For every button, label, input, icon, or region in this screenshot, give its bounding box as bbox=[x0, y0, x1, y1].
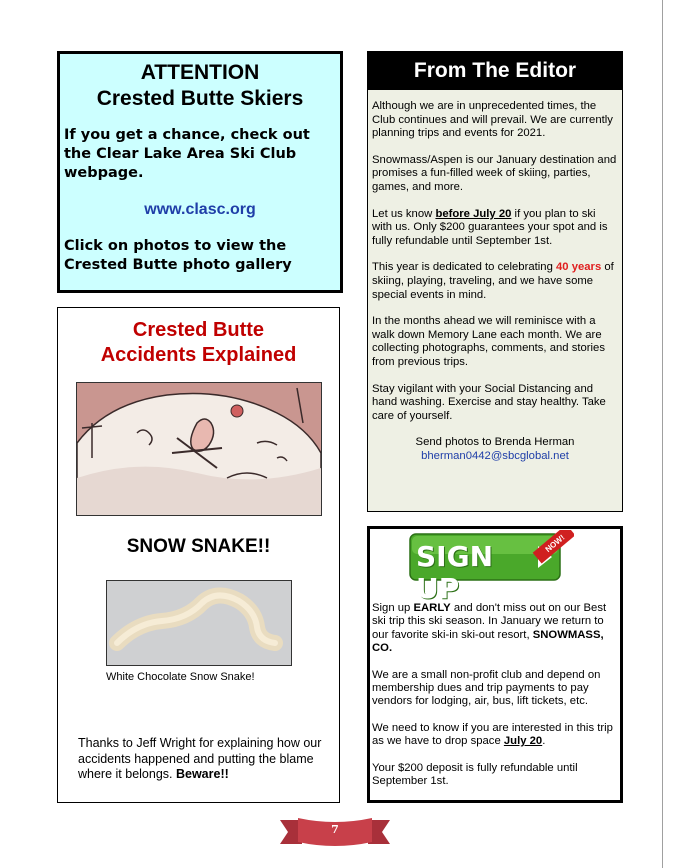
text-run: Sign up bbox=[372, 602, 414, 614]
early-text: EARLY bbox=[413, 602, 451, 614]
club-website-link[interactable]: www.clasc.org bbox=[144, 201, 256, 218]
text-run: We need to know if you are interested in this trip as we have to drop space bbox=[372, 721, 613, 748]
accidents-title-2: Accidents Explained bbox=[100, 344, 297, 366]
beware-text: Beware!! bbox=[175, 767, 229, 781]
signup-paragraph: Your $200 deposit is fully refundable until September 1st. bbox=[372, 761, 578, 788]
accidents-title-1: Crested Butte bbox=[132, 319, 265, 341]
editor-paragraph bbox=[372, 208, 618, 249]
ski-accident-cartoon-image[interactable] bbox=[76, 382, 322, 516]
editor-paragraph: Snowmass/Aspen is our January destination and promises a fun-filled week of skiing, parties, games, and more. bbox=[372, 153, 617, 193]
attention-heading-1: ATTENTION bbox=[140, 61, 260, 84]
signup-box bbox=[367, 526, 623, 803]
text-run: if you plan to ski with us. Only $200 guarantees your spot and is fully refundable until September 1st. bbox=[372, 207, 608, 247]
resort-name: SNOWMASS, CO. bbox=[372, 628, 604, 655]
signup-paragraph: We are a small non-profit club and depend on membership dues and trip payments to pay vendors for lodging, air, bus, lift tickets, etc. bbox=[372, 668, 601, 708]
page-number-ribbon bbox=[280, 814, 390, 850]
signup-paragraph bbox=[372, 602, 620, 656]
signup-paragraph bbox=[372, 722, 620, 749]
attention-footer[interactable]: Click on photos to view the Crested Butte photo gallery bbox=[64, 238, 292, 273]
sign-up-button[interactable] bbox=[408, 530, 574, 605]
send-photos-text: Send photos to Brenda Herman bbox=[415, 436, 575, 449]
text-run: of skiing, playing, traveling, and we have some special events in mind. bbox=[372, 261, 614, 301]
deadline-underline: before July 20 bbox=[435, 207, 512, 220]
editor-paragraph: In the months ahead we will reminisce with a walk down Memory Lane each month. We are collecting photographs, comments, and stories from previous trips. bbox=[372, 315, 605, 368]
accidents-box bbox=[57, 307, 340, 803]
editor-box bbox=[367, 51, 623, 512]
anniversary-highlight: 40 years bbox=[556, 261, 602, 274]
snake-caption: White Chocolate Snow Snake! bbox=[106, 671, 255, 683]
drop-date: July 20 bbox=[503, 735, 543, 748]
text-run: . bbox=[542, 735, 546, 748]
editor-paragraph: Although we are in unprecedented times, the Club continues and will prevail. We are currently planning trips and events for 2021. bbox=[372, 100, 613, 140]
text-run: This year is dedicated to celebrating bbox=[372, 261, 556, 274]
sign-up-text: SIGN UP bbox=[416, 540, 493, 605]
editor-paragraph bbox=[372, 261, 618, 302]
attention-body: If you get a chance, check out the Clear Lake Area Ski Club webpage. bbox=[64, 127, 310, 181]
snow-snake-heading: SNOW SNAKE!! bbox=[126, 536, 271, 557]
thanks-text bbox=[78, 736, 328, 783]
editor-title: From The Editor bbox=[368, 52, 622, 90]
signup-content bbox=[372, 602, 620, 801]
editor-content bbox=[368, 90, 622, 463]
text-run: Thanks to Jeff Wright for explaining how our accidents happened and putting the blame where it belongs. bbox=[78, 736, 322, 781]
attention-heading-2: Crested Butte Skiers bbox=[96, 87, 304, 110]
snow-snake-photo[interactable] bbox=[106, 580, 292, 666]
attention-box bbox=[57, 51, 343, 293]
now-badge: NOW! bbox=[543, 532, 567, 555]
editor-paragraph: Stay vigilant with your Social Distancing and hand washing. Exercise and stay healthy. Take care of yourself. bbox=[372, 382, 606, 422]
text-run: Let us know bbox=[372, 207, 436, 220]
email-link[interactable]: bherman0442@sbcglobal.net bbox=[421, 449, 569, 462]
page-number: 7 bbox=[331, 823, 339, 836]
text-run: and don't miss out on our Best ski trip this ski season. In January we return to our favorite ski-in ski-out resort, bbox=[372, 602, 607, 641]
